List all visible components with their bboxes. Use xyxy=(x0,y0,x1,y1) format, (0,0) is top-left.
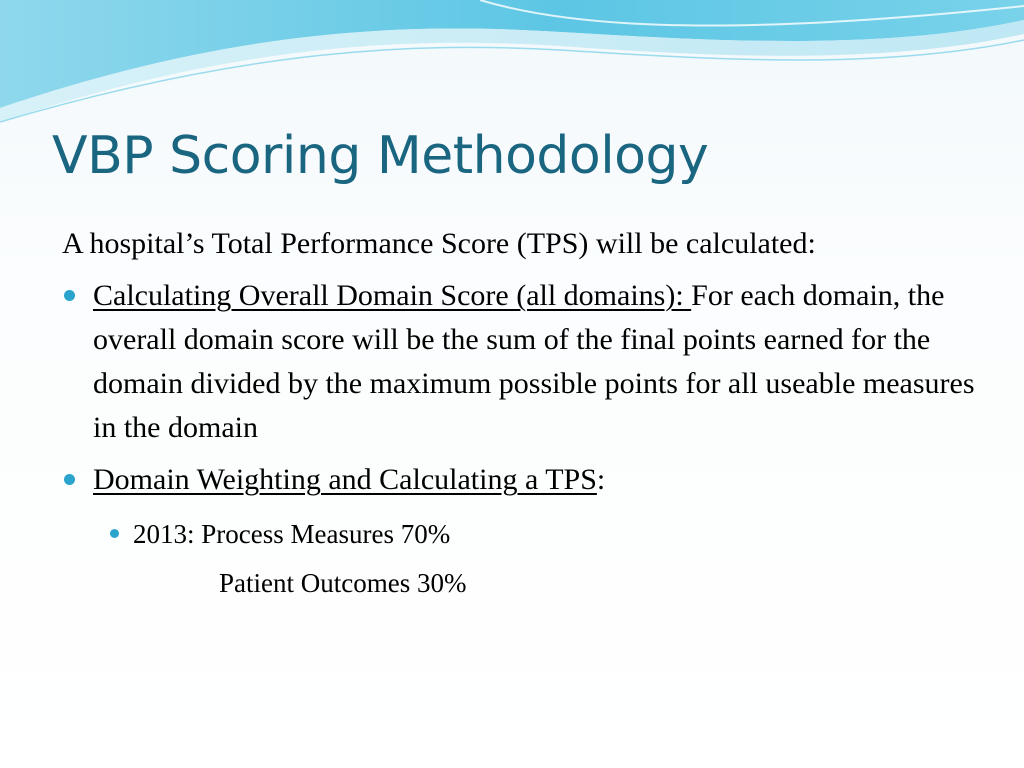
decorative-wave-banner xyxy=(0,0,1024,130)
slide-body xyxy=(62,222,982,608)
bullet-domain-weighting xyxy=(62,458,982,502)
bullet-dot-icon xyxy=(64,474,75,485)
bullet-domain-score xyxy=(62,274,982,450)
slide-title: VBP Scoring Methodology xyxy=(52,126,709,186)
sub-bullet-process-measures xyxy=(108,510,982,558)
sub-bullet-text: 2013: Process Measures 70% xyxy=(133,519,451,549)
bullet-text: For each domain, the overall domain score will be the sum of the final points earned for the domain divided by the maximum possible points for all useable measures in the domain xyxy=(93,279,975,444)
bullet-heading: Domain Weighting and Calculating a TPS xyxy=(93,463,597,496)
bullet-dot-icon xyxy=(64,290,75,301)
intro-text: A hospital’s Total Performance Score (TPS) will be calculated: xyxy=(62,227,816,260)
sub-bullet-dot-icon xyxy=(110,529,119,538)
bullet-text: : xyxy=(596,463,606,496)
bullet-heading: Calculating Overall Domain Score (all domains): xyxy=(93,279,692,312)
sub-bullet-patient-outcomes: Patient Outcomes 30% xyxy=(219,568,467,598)
